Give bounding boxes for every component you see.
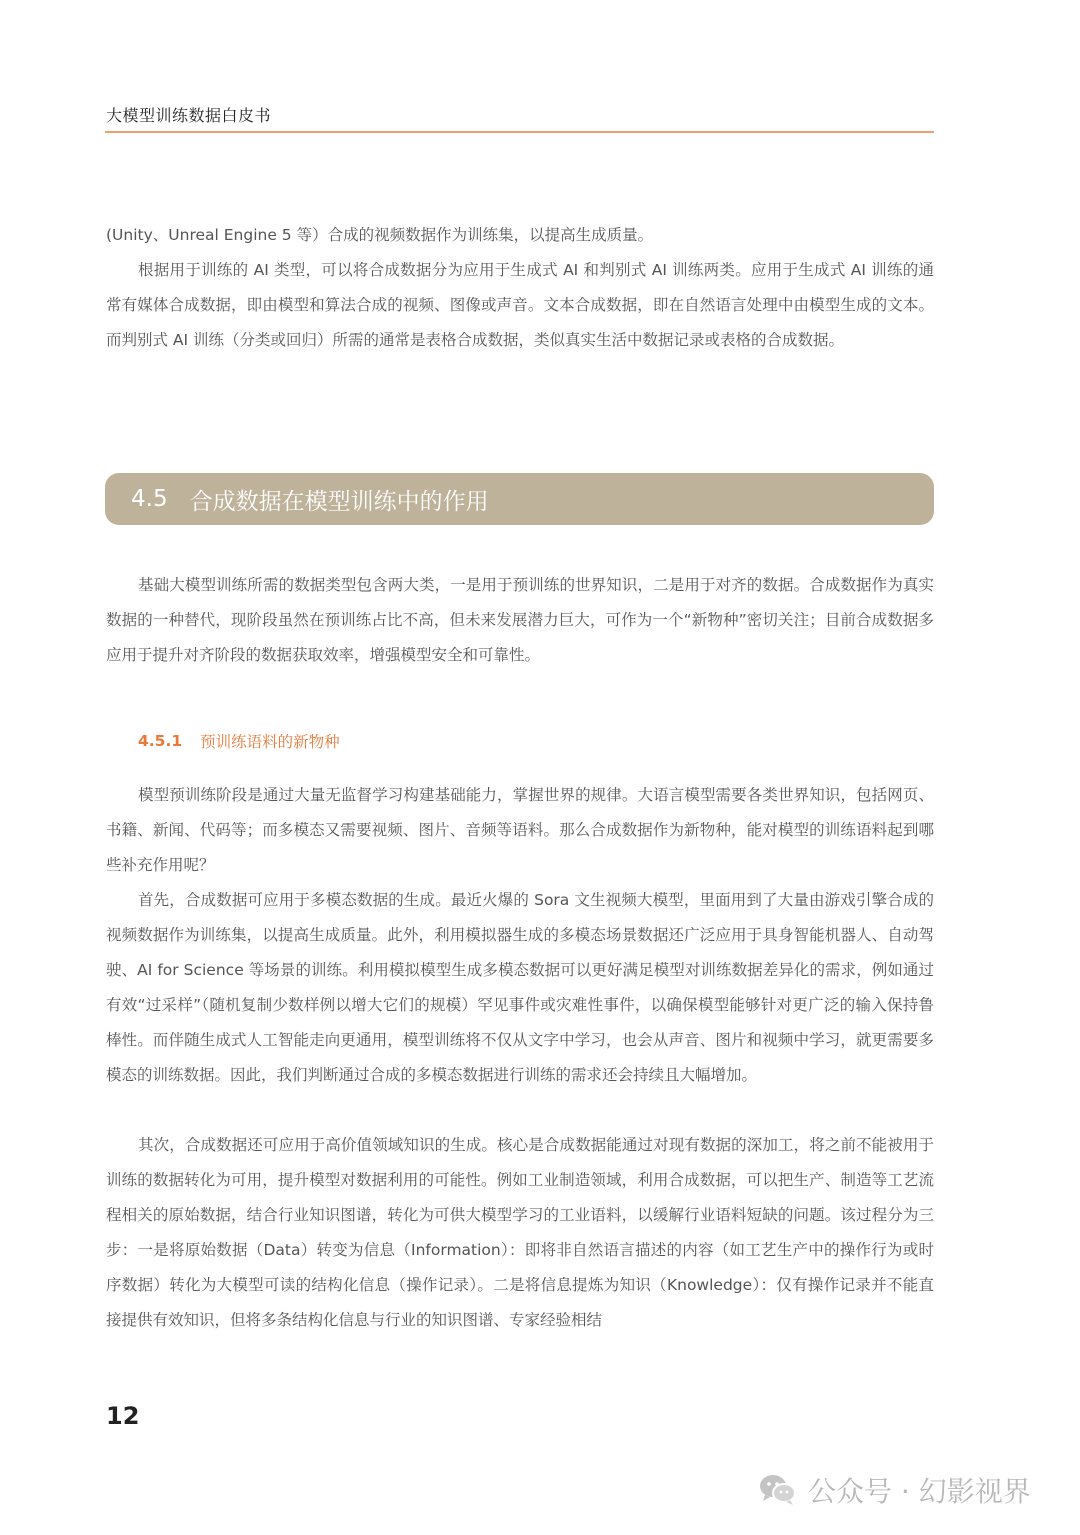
document-title: 大模型训练数据白皮书 [106,106,272,125]
page-number: 12 [106,1402,140,1430]
intro-paragraph-continued: (Unity、Unreal Engine 5 等）合成的视频数据作为训练集，以提高生成质量。 [106,226,654,244]
watermark [758,1470,1031,1510]
body-paragraph: 其次，合成数据还可应用于高价值领域知识的生成。核心是合成数据能通过对现有数据的深加工，将之前不能被用于训练的数据转化为可用，提升模型对数据利用的可能性。例如工业制造领域，利用合成数据，可以把生产、制造等工艺流程相关的原始数据，结合行业知识图谱，转化为可供大模型学习的工业语料，以缓解行业语料短缺的问题。该过程分为三步：一是将原始数据（Data）转变为信息（Information）：即将非自然语言描述的内容（如工艺生产中的操作行为或时序数据）转化为大模型可读的结构化信息（操作记录）。二是将信息提炼为知识（Knowledge）：仅有操作记录并不能直接提供有效知识，但将多条结构化信息与行业的知识图谱、专家经验相结 [106,1136,934,1329]
subsection-title: 预训练语料的新物种 [200,733,340,751]
header-divider [105,131,934,133]
subsection-heading [138,730,340,752]
section-intro-paragraph: 基础大模型训练所需的数据类型包含两大类，一是用于预训练的世界知识，二是用于对齐的数据。合成数据作为真实数据的一种替代，现阶段虽然在预训练占比不高，但未来发展潜力巨大，可作为一个“新物种”密切关注；目前合成数据多应用于提升对齐阶段的数据获取效率，增强模型安全和可靠性。 [106,576,934,664]
body-paragraph: 首先，合成数据可应用于多模态数据的生成。最近火爆的 Sora 文生视频大模型，里面用到了大量由游戏引擎合成的视频数据作为训练集，以提高生成质量。此外，利用模拟器生成的多模态场景数据还广泛应用于具身智能机器人、自动驾驶、AI for Science 等场景的训练。利用模拟模型生成多模态数据可以更好满足模型对训练数据差异化的需求，例如通过有效“过采样”（随机复制少数样例以增大它们的规模）罕见事件或灾难性事件，以确保模型能够针对更广泛的输入保持鲁棒性。而伴随生成式人工智能走向更通用，模型训练将不仅从文字中学习，也会从声音、图片和视频中学习，就更需要多模态的训练数据。因此，我们判断通过合成的多模态数据进行训练的需求还会持续且大幅增加。 [106,891,934,1084]
subsection-number: 4.5.1 [138,732,183,750]
watermark-text: 公众号 · 幻影视界 [808,1475,1031,1508]
section-title: 合成数据在模型训练中的作用 [189,488,489,515]
intro-paragraph: 根据用于训练的 AI 类型，可以将合成数据分为应用于生成式 AI 和判别式 AI 训练两类。应用于生成式 AI 训练的通常有媒体合成数据，即由模型和算法合成的视频、图像或声音。文本合成数据，即在自然语言处理中由模型生成的文本。而判别式 AI 训练（分类或回归）所需的通常是表格合成数据，类似真实生活中数据记录或表格的合成数据。 [106,261,934,349]
section-number: 4.5 [131,486,168,512]
wechat-icon [758,1472,798,1508]
body-paragraph: 模型预训练阶段是通过大量无监督学习构建基础能力，掌握世界的规律。大语言模型需要各类世界知识，包括网页、书籍、新闻、代码等；而多模态又需要视频、图片、音频等语料。那么合成数据作为新物种，能对模型的训练语料起到哪些补充作用呢？ [106,786,934,874]
section-heading-bar [105,473,934,525]
